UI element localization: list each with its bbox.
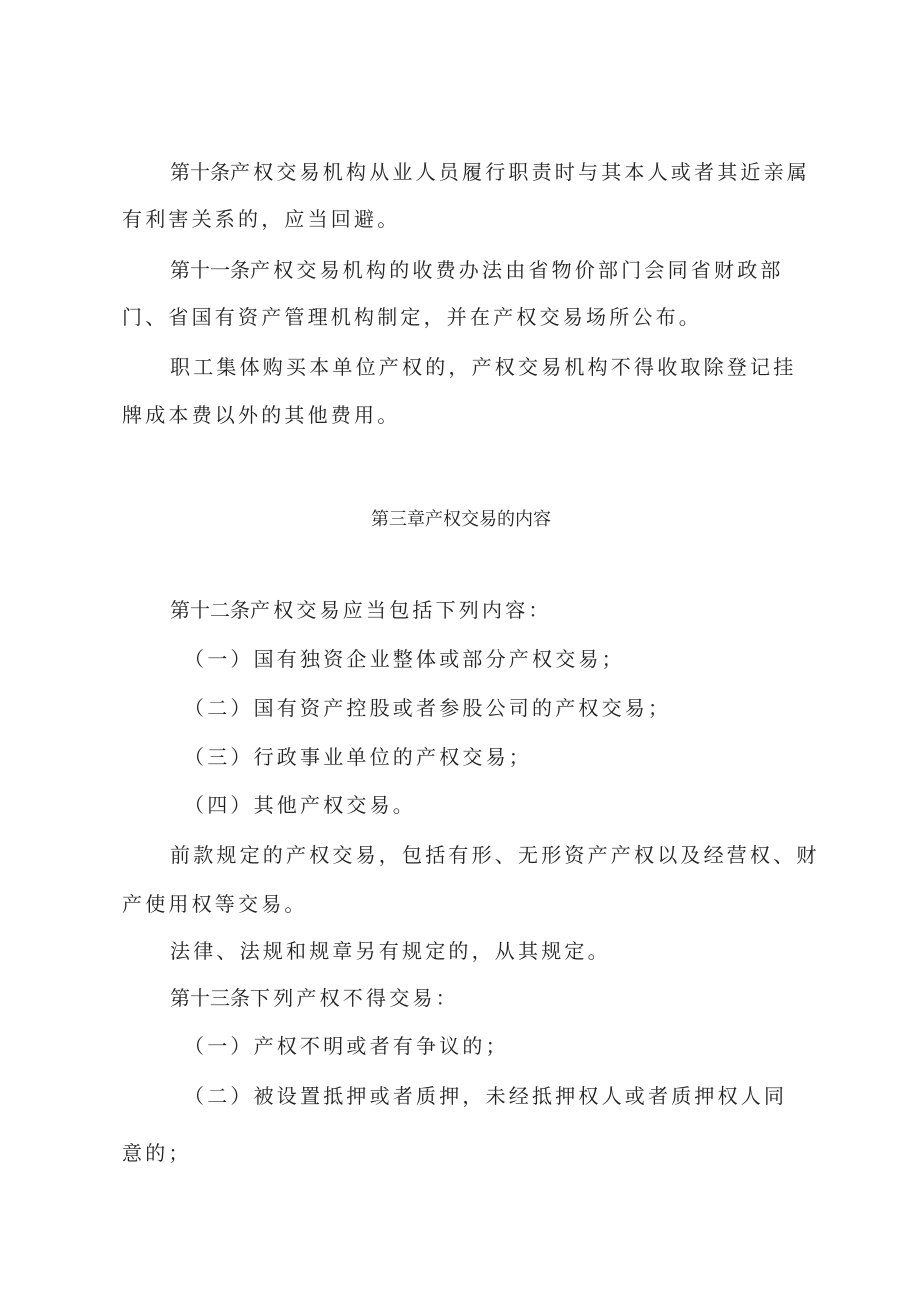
article-11-line-1 [170,257,784,283]
article-10-text-1: 产权交易机构从业人员履行职责时与其本人或者其近亲属 [230,160,810,184]
article-11-label: 第十一条 [170,258,250,282]
article-13-item-2-line-2: 意的； [122,1141,192,1165]
article-10-line-1 [170,159,810,185]
article-12-para2-line-2: 产使用权等交易。 [122,892,308,916]
article-11-line-2: 门、省国有资产管理机构制定，并在产权交易场所公布。 [122,305,702,329]
article-12-intro: 产权交易应当包括下列内容： [250,598,552,622]
article-13-item-1: （一）产权不明或者有争议的； [184,1034,509,1058]
article-11-para2-line-1: 职工集体购买本单位产权的，产权交易机构不得收取除登记挂 [170,355,797,379]
article-12-item-3: （三）行政事业单位的产权交易； [184,745,532,769]
article-13-intro: 下列产权不得交易： [250,986,459,1010]
article-12-line-1 [170,597,552,623]
article-10-line-2: 有利害关系的，应当回避。 [122,207,401,231]
article-12-item-4: （四）其他产权交易。 [184,793,416,817]
article-12-label: 第十二条 [170,598,250,622]
article-13-item-2-line-1: （二）被设置抵押或者质押，未经抵押权人或者质押权人同 [184,1084,788,1108]
article-11-text-1: 产权交易机构的收费办法由省物价部门会同省财政部 [250,258,784,282]
article-12-item-1: （一）国有独资企业整体或部分产权交易； [184,647,625,671]
chapter-title: 第三章产权交易的内容 [371,509,551,530]
article-11-para2-line-2: 牌成本费以外的其他费用。 [122,403,401,427]
article-12-para3: 法律、法规和规章另有规定的，从其规定。 [170,939,611,963]
article-12-item-2: （二）国有资产控股或者参股公司的产权交易； [184,696,672,720]
article-13-label: 第十三条 [170,986,250,1010]
article-10-label: 第十条 [170,160,230,184]
article-12-para2-line-1: 前款规定的产权交易，包括有形、无形资产产权以及经营权、财 [170,843,820,867]
article-13-line-1 [170,985,459,1011]
